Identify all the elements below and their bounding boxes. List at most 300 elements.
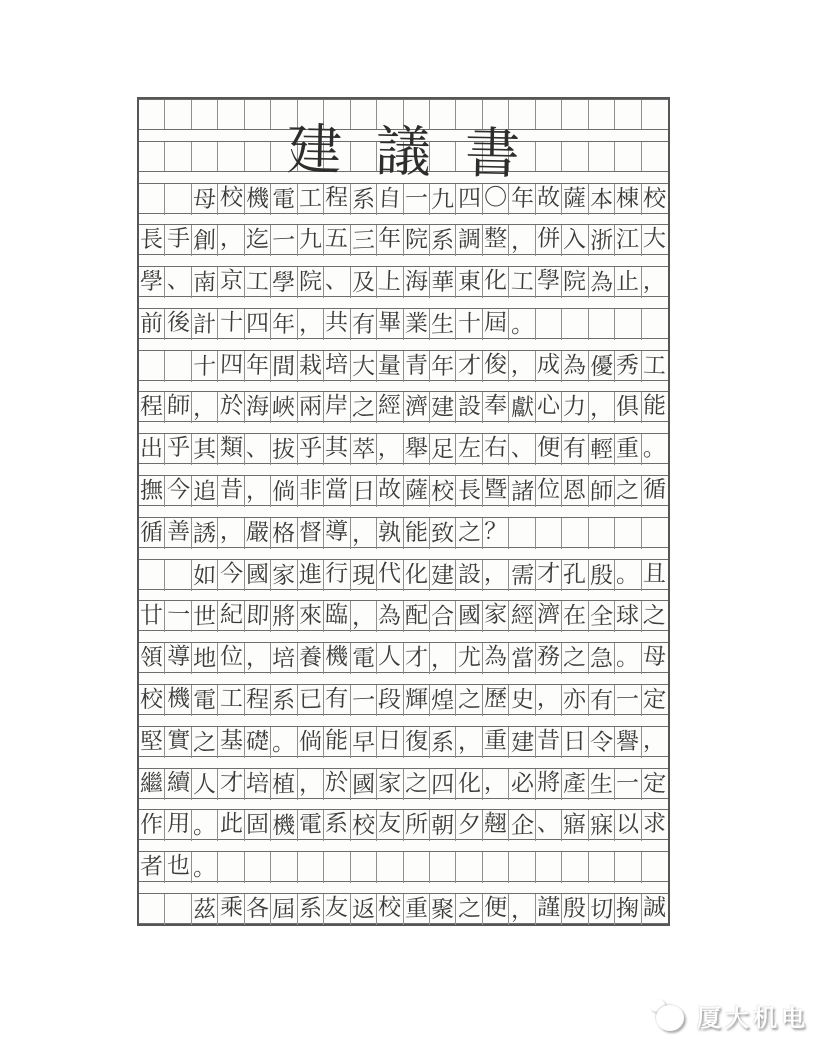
handwritten-character: 撫 — [140, 477, 164, 505]
handwritten-character: 。 — [642, 435, 667, 463]
grid-cell — [430, 476, 456, 507]
grid-cell — [218, 601, 244, 632]
grid-cell — [377, 267, 403, 298]
handwritten-character: 四 — [457, 185, 481, 212]
grid-cell — [456, 309, 482, 340]
handwritten-character: 兩 — [298, 394, 322, 421]
grid-cell — [324, 643, 350, 674]
grid-cell — [562, 727, 588, 758]
handwritten-character: 長 — [140, 226, 164, 254]
grid-cell — [139, 894, 165, 925]
grid-cell — [192, 225, 218, 256]
handwritten-character: 重 — [483, 727, 508, 755]
handwritten-character: 寤 — [563, 811, 587, 839]
grid-cell — [642, 685, 668, 716]
handwritten-character: 倘 — [272, 478, 296, 506]
grid-cell — [562, 351, 588, 382]
grid-cell — [642, 392, 668, 423]
grid-cell — [456, 351, 482, 382]
grid-cell — [483, 518, 509, 549]
handwritten-character: 學 — [272, 269, 296, 297]
grid-cell — [245, 769, 271, 800]
handwritten-character: 。 — [510, 311, 534, 339]
grid-cell — [324, 894, 350, 925]
handwritten-character: 能 — [404, 519, 428, 547]
grid-cell — [536, 309, 562, 340]
grid-cell — [165, 769, 191, 800]
grid-cell — [218, 643, 244, 674]
handwritten-character: 。 — [192, 812, 217, 840]
handwritten-character: 重 — [616, 435, 640, 463]
grid-cell — [615, 434, 641, 465]
grid-cell — [536, 434, 562, 465]
handwritten-character: 臨 — [325, 602, 349, 629]
handwritten-character: 系 — [272, 687, 296, 715]
handwritten-character: 九 — [431, 185, 455, 214]
handwritten-character: 循 — [140, 519, 164, 547]
handwritten-character: 電 — [272, 185, 296, 214]
manuscript-row — [139, 559, 668, 590]
handwritten-character: 日 — [563, 728, 587, 756]
grid-cell — [165, 894, 191, 925]
grid-cell — [218, 142, 244, 171]
grid-cell — [483, 643, 509, 674]
grid-cell — [615, 351, 641, 382]
grid-cell — [271, 351, 297, 382]
handwritten-character: 一 — [351, 687, 376, 715]
handwritten-character: 、 — [536, 810, 561, 838]
handwritten-character: 薩 — [563, 185, 587, 212]
handwritten-character: ， — [457, 728, 481, 756]
grid-cell — [324, 560, 350, 591]
handwritten-character: 生 — [589, 770, 614, 799]
grid-cell — [404, 769, 430, 800]
handwritten-character: 在 — [563, 602, 587, 630]
grid-cell — [298, 267, 324, 298]
grid-cell — [218, 225, 244, 256]
handwritten-character: 南 — [192, 269, 217, 297]
handwritten-character: ， — [298, 310, 322, 338]
handwritten-character: 作 — [140, 811, 164, 839]
grid-cell — [615, 518, 641, 549]
handwritten-character: 才 — [219, 769, 243, 796]
manuscript-row — [139, 433, 668, 464]
handwritten-character: ， — [246, 477, 270, 505]
handwritten-character: 暨 — [483, 476, 508, 504]
handwritten-character: 培 — [325, 351, 349, 379]
handwritten-character: 日 — [351, 478, 376, 506]
grid-cell — [271, 225, 297, 256]
handwritten-character: 機 — [166, 685, 191, 713]
handwritten-character: 本 — [589, 185, 614, 214]
grid-cell — [589, 100, 615, 129]
grid-cell — [165, 225, 191, 256]
handwritten-character: 為 — [483, 643, 508, 671]
grid-cell — [456, 225, 482, 256]
handwritten-character: 。 — [272, 729, 296, 757]
handwritten-character: 電 — [192, 687, 217, 715]
grid-cell — [615, 267, 641, 298]
handwritten-character: 掬 — [616, 895, 640, 923]
handwritten-character: 此 — [219, 810, 243, 838]
grid-cell — [536, 894, 562, 925]
handwritten-character: 為 — [377, 602, 402, 630]
handwritten-character: 煌 — [431, 687, 455, 715]
grid-cell — [562, 309, 588, 340]
handwritten-character: 薩 — [404, 477, 428, 505]
grid-cell — [536, 518, 562, 549]
grid-cell — [536, 267, 562, 298]
grid-cell — [298, 351, 324, 382]
grid-cell — [139, 392, 165, 423]
brand-logo-icon — [650, 999, 688, 1033]
grid-cell — [165, 100, 191, 129]
grid-cell — [430, 601, 456, 632]
manuscript-row — [139, 600, 668, 631]
grid-cell — [483, 894, 509, 925]
handwritten-character: 一 — [166, 602, 191, 629]
handwritten-character: ， — [431, 645, 455, 673]
grid-cell — [536, 392, 562, 423]
handwritten-character: 工 — [245, 268, 270, 296]
handwritten-character: ， — [483, 560, 508, 587]
grid-cell — [139, 518, 165, 549]
grid-cell — [509, 894, 535, 925]
grid-cell — [536, 727, 562, 758]
grid-cell — [245, 225, 271, 256]
handwritten-character: 切 — [589, 896, 614, 924]
grid-cell — [589, 601, 615, 632]
grid-cell — [351, 518, 377, 549]
handwritten-character: 孔 — [563, 561, 587, 589]
grid-cell — [509, 309, 535, 340]
grid-cell — [562, 518, 588, 549]
handwritten-character: 心 — [536, 393, 561, 420]
handwritten-character: 之 — [616, 477, 640, 505]
grid-cell — [377, 643, 403, 674]
grid-cell — [192, 560, 218, 591]
grid-cell — [456, 601, 482, 632]
grid-cell — [642, 601, 668, 632]
grid-cell — [404, 894, 430, 925]
handwritten-character: 拔 — [272, 436, 296, 464]
handwritten-character: 致 — [431, 520, 455, 548]
grid-cell — [271, 518, 297, 549]
grid-cell — [298, 810, 324, 841]
handwritten-character: 峽 — [272, 394, 296, 423]
handwritten-character: 年 — [431, 353, 455, 381]
grid-cell — [298, 560, 324, 591]
grid-cell — [298, 184, 324, 215]
handwritten-character: 之 — [457, 686, 481, 714]
grid-cell — [404, 351, 430, 382]
grid-cell — [456, 476, 482, 507]
grid-cell — [165, 601, 191, 632]
handwritten-character: 棟 — [616, 185, 640, 212]
handwritten-character: 手 — [166, 226, 191, 253]
grid-cell — [642, 351, 668, 382]
handwritten-character: 培 — [245, 770, 270, 797]
grid-cell — [430, 267, 456, 298]
grid-cell — [536, 810, 562, 841]
handwritten-character: 共 — [325, 309, 349, 337]
handwritten-character: 止 — [616, 268, 640, 296]
grid-cell — [298, 643, 324, 674]
handwritten-character: 系 — [431, 227, 455, 255]
grid-cell — [615, 476, 641, 507]
handwritten-character: 程 — [245, 686, 270, 714]
grid-cell — [218, 267, 244, 298]
handwritten-character: 續 — [166, 769, 191, 796]
grid-cell — [139, 351, 165, 382]
handwritten-character: 非 — [298, 477, 322, 505]
grid-cell — [139, 643, 165, 674]
grid-cell — [562, 643, 588, 674]
manuscript-row — [139, 183, 668, 214]
handwritten-character: 東 — [457, 268, 481, 296]
handwritten-character: 能 — [325, 727, 349, 755]
grid-cell — [377, 685, 403, 716]
grid-cell — [430, 434, 456, 465]
grid-cell — [377, 476, 403, 507]
grid-cell — [562, 225, 588, 256]
grid-cell — [271, 727, 297, 758]
grid-cell — [377, 727, 403, 758]
handwritten-character: 四 — [246, 310, 270, 338]
handwritten-character: 便 — [536, 434, 561, 462]
handwritten-character: 代 — [377, 560, 402, 587]
grid-cell — [351, 434, 377, 465]
grid-cell — [483, 476, 509, 507]
grid-cell — [615, 560, 641, 591]
grid-cell — [165, 643, 191, 674]
handwritten-character: 電 — [351, 645, 376, 673]
grid-cell — [351, 643, 377, 674]
grid-cell — [404, 309, 430, 340]
grid-cell — [271, 392, 297, 423]
grid-cell — [377, 769, 403, 800]
handwritten-character: 輕 — [589, 436, 614, 464]
handwritten-character: 生 — [431, 311, 455, 339]
handwritten-character: 位 — [536, 476, 561, 504]
grid-cell — [218, 852, 244, 883]
grid-cell — [351, 727, 377, 758]
handwritten-character: 殷 — [589, 561, 614, 590]
grid-cell — [298, 434, 324, 465]
handwritten-character: 年 — [509, 185, 535, 213]
grid-cell — [271, 267, 297, 298]
handwritten-character: 之 — [404, 770, 428, 797]
grid-cell — [192, 392, 218, 423]
grid-cell — [351, 267, 377, 298]
grid-cell — [192, 727, 218, 758]
handwritten-character: 者 — [140, 853, 164, 881]
grid-cell — [351, 184, 377, 215]
grid-cell — [324, 184, 350, 215]
handwritten-character: 校 — [351, 812, 376, 840]
handwritten-character: 將 — [272, 603, 296, 632]
handwritten-character: 建 — [431, 561, 455, 590]
handwritten-character: 才 — [536, 560, 561, 587]
grid-cell — [377, 518, 403, 549]
grid-cell — [218, 184, 244, 215]
grid-cell — [404, 476, 430, 507]
handwritten-character: 復 — [404, 728, 428, 756]
handwritten-character: 後 — [166, 309, 191, 337]
grid-cell — [536, 560, 562, 591]
handwritten-character: 左 — [457, 435, 481, 463]
handwritten-character: ， — [483, 769, 508, 796]
handwritten-character: 產 — [563, 770, 587, 797]
handwritten-character: 譽 — [616, 728, 640, 756]
grid-cell — [404, 434, 430, 465]
grid-cell — [165, 351, 191, 382]
grid-cell — [430, 643, 456, 674]
handwritten-character: 嚴 — [245, 519, 270, 547]
grid-cell — [271, 769, 297, 800]
handwritten-character: ， — [536, 685, 561, 713]
handwritten-character: 四 — [219, 351, 243, 379]
handwritten-character: 茲 — [192, 896, 217, 924]
grid-cell — [377, 560, 403, 591]
grid-cell — [351, 476, 377, 507]
handwritten-character: 院 — [298, 268, 322, 296]
grid-cell — [642, 518, 668, 549]
handwritten-character: 獻 — [510, 394, 534, 423]
grid-cell — [298, 685, 324, 716]
grid-cell — [589, 476, 615, 507]
grid-cell — [245, 727, 271, 758]
handwritten-character: 全 — [589, 603, 614, 632]
grid-cell — [430, 351, 456, 382]
handwritten-character: 華 — [431, 269, 455, 297]
grid-cell — [483, 225, 509, 256]
handwritten-character: 翹 — [483, 810, 508, 838]
handwritten-character: 求 — [642, 810, 667, 838]
handwritten-character: 系 — [431, 729, 455, 757]
handwritten-character: 有 — [589, 687, 614, 715]
handwritten-character: 足 — [431, 436, 455, 464]
grid-cell — [615, 184, 641, 215]
grid-cell — [456, 560, 482, 591]
handwritten-character: 迄 — [246, 226, 270, 254]
grid-cell — [615, 309, 641, 340]
grid-cell — [615, 643, 641, 674]
handwritten-character: 校 — [140, 686, 164, 714]
handwritten-character: 有 — [325, 685, 349, 713]
handwritten-character: 出 — [140, 435, 164, 463]
grid-cell — [324, 476, 350, 507]
grid-cell — [536, 769, 562, 800]
grid-cell — [642, 267, 668, 298]
handwritten-character: 舉 — [404, 435, 428, 463]
handwritten-character: ， — [642, 727, 667, 755]
handwritten-character: 各 — [246, 895, 270, 923]
grid-cell — [192, 810, 218, 841]
manuscript-row — [139, 517, 668, 548]
manuscript-row — [139, 391, 668, 422]
grid-cell — [377, 810, 403, 841]
grid-cell — [377, 434, 403, 465]
grid-cell — [351, 810, 377, 841]
grid-cell — [642, 142, 668, 171]
handwritten-character: 來 — [298, 602, 322, 630]
handwritten-character: 機 — [245, 185, 270, 213]
manuscript-row — [139, 224, 668, 255]
grid-cell — [589, 643, 615, 674]
manuscript-row — [139, 893, 668, 924]
manuscript-row — [139, 684, 668, 715]
document-title: 建議書 — [286, 117, 555, 187]
handwritten-character: 設 — [457, 394, 481, 421]
handwritten-character: 昔 — [219, 476, 243, 504]
grid-cell — [271, 184, 297, 215]
handwritten-character: 配 — [404, 602, 428, 630]
grid-cell — [642, 894, 668, 925]
grid-cell — [377, 225, 403, 256]
grid-cell — [483, 351, 509, 382]
grid-cell — [139, 852, 165, 883]
grid-cell — [218, 727, 244, 758]
grid-cell — [430, 685, 456, 716]
grid-cell — [430, 727, 456, 758]
grid-cell — [377, 184, 403, 215]
handwritten-character: 用 — [166, 810, 191, 838]
grid-cell — [324, 518, 350, 549]
handwritten-character: 類 — [219, 434, 243, 462]
grid-cell — [324, 852, 350, 883]
handwritten-character: 以 — [616, 811, 640, 839]
handwritten-character: 量 — [377, 352, 402, 380]
grid-cell — [245, 392, 271, 423]
grid-cell — [483, 392, 509, 423]
grid-cell — [192, 852, 218, 883]
grid-cell — [192, 476, 218, 507]
grid-cell — [139, 769, 165, 800]
grid-cell — [615, 769, 641, 800]
handwritten-character: 繼 — [140, 770, 164, 797]
handwritten-character: 一 — [616, 686, 640, 714]
handwritten-character: 歷 — [483, 685, 508, 713]
handwritten-character: 及 — [351, 269, 376, 297]
grid-cell — [430, 184, 456, 215]
grid-cell — [324, 769, 350, 800]
handwritten-character: 養 — [298, 644, 322, 672]
grid-cell — [271, 560, 297, 591]
handwritten-character: 機 — [272, 812, 296, 840]
handwritten-character: 現 — [351, 561, 376, 590]
handwritten-character: 家 — [377, 770, 402, 797]
grid-cell — [589, 351, 615, 382]
handwritten-character: 有 — [563, 435, 587, 463]
handwritten-character: 殷 — [563, 895, 587, 923]
grid-cell — [589, 727, 615, 758]
grid-cell — [483, 309, 509, 340]
grid-cell — [298, 769, 324, 800]
grid-cell — [324, 267, 350, 298]
handwritten-character: 校 — [219, 184, 243, 211]
handwritten-character: 家 — [272, 561, 296, 590]
handwritten-character: 尤 — [457, 644, 481, 672]
handwritten-character: 化 — [457, 770, 481, 797]
handwritten-character: 俱 — [616, 394, 640, 421]
grid-cell — [377, 309, 403, 340]
grid-cell — [192, 894, 218, 925]
handwritten-character: 學 — [536, 267, 561, 295]
grid-cell — [351, 392, 377, 423]
grid-cell — [642, 434, 668, 465]
handwritten-character: 善 — [166, 518, 191, 546]
